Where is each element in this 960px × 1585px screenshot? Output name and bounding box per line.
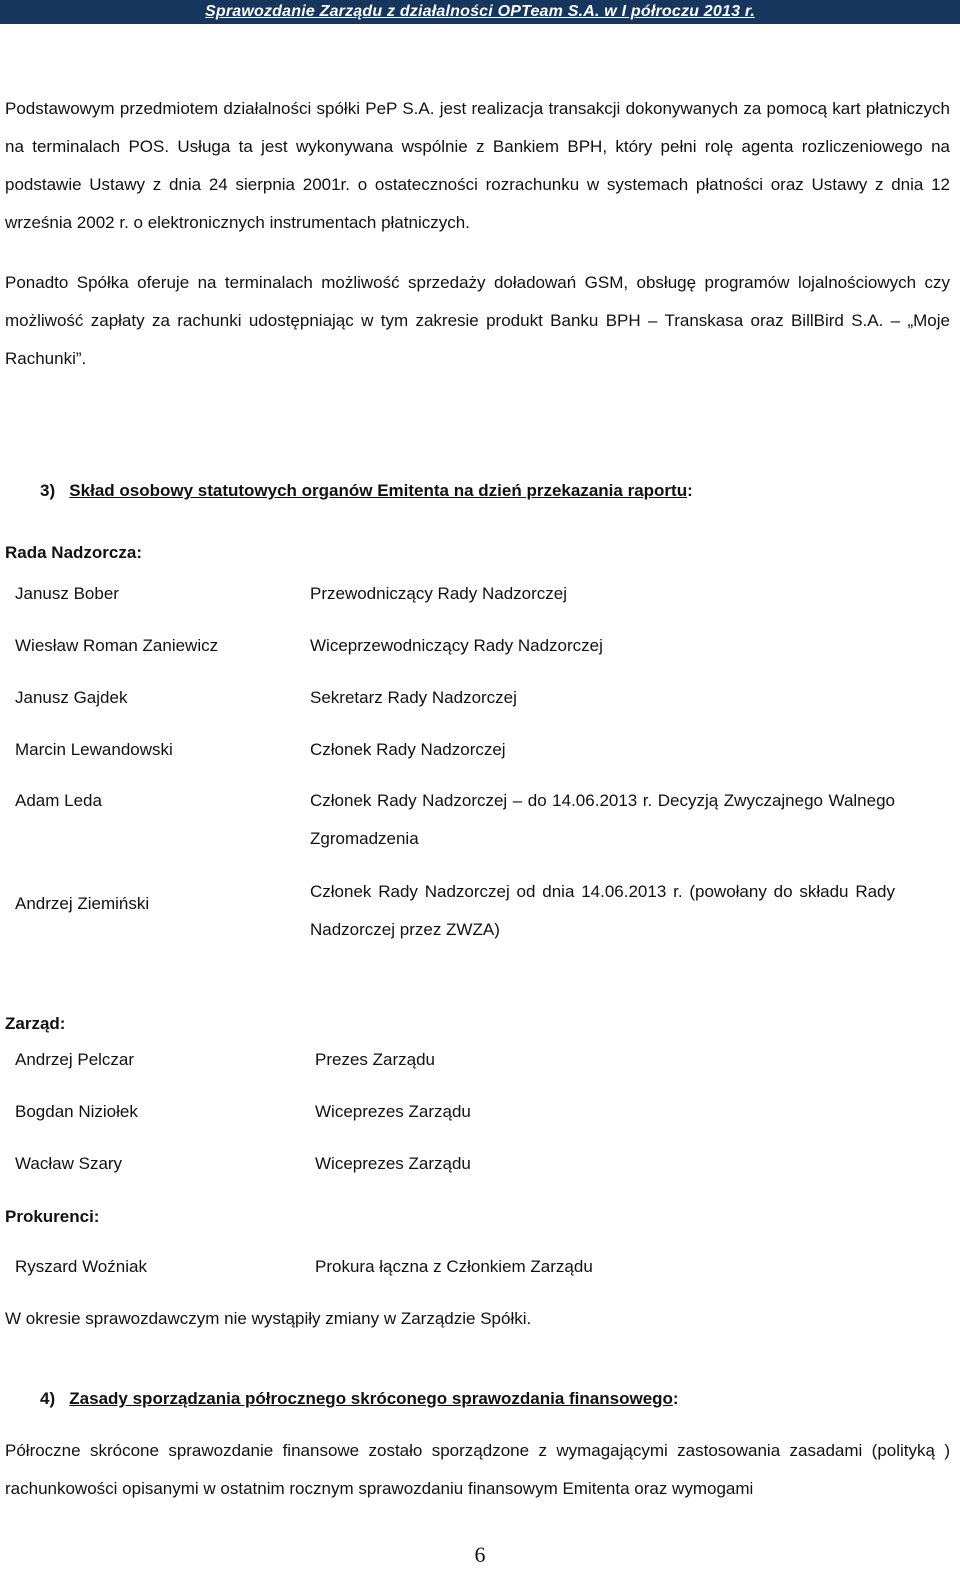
rada-member-role: Członek Rady Nadzorczej bbox=[310, 740, 506, 759]
zarzad-member-name: Wacław Szary bbox=[15, 1154, 123, 1173]
section-4-heading bbox=[40, 1387, 679, 1411]
rada-member-name: Marcin Lewandowski bbox=[15, 740, 173, 759]
section-3-number: 3) bbox=[40, 481, 56, 500]
rada-member-name: Wiesław Roman Zaniewicz bbox=[15, 636, 219, 655]
zarzad-heading: Zarząd: bbox=[5, 1014, 66, 1033]
prokurenci-heading: Prokurenci: bbox=[5, 1207, 100, 1226]
prokurent-role: Prokura łączna z Członkiem Zarządu bbox=[315, 1257, 593, 1276]
zarzad-member-role: Wiceprezes Zarządu bbox=[315, 1102, 471, 1121]
intro-paragraph-2: Ponadto Spółka oferuje na terminalach możliwość sprzedaży doładowań GSM, obsługę programów lojalnościowych czy możliwość zapłaty za rachunki udostępniając w tym zakresie produkt Banku BPH – Transkasa oraz BillBird S.A. – „Moje Rachunki”. bbox=[5, 273, 950, 368]
section-3-heading bbox=[40, 479, 693, 503]
rada-heading: Rada Nadzorcza: bbox=[5, 543, 142, 562]
rada-member-role: Przewodniczący Rady Nadzorczej bbox=[310, 584, 567, 603]
zarzad-member-role: Wiceprezes Zarządu bbox=[315, 1154, 471, 1173]
section-4-title: Zasady sporządzania półrocznego skróconego sprawozdania finansowego bbox=[69, 1389, 673, 1408]
prokurent-name: Ryszard Woźniak bbox=[15, 1257, 147, 1276]
zarzad-member-name: Andrzej Pelczar bbox=[15, 1050, 135, 1069]
intro-paragraph-1: Podstawowym przedmiotem działalności spółki PeP S.A. jest realizacja transakcji dokonywanych za pomocą kart płatniczych na terminalach POS. Usługa ta jest wykonywana wspólnie z Bankiem BPH, który pełni rolę agenta rozliczeniowego na podstawie Ustawy z dnia 24 sierpnia 2001r. o ostateczności rozrachunku w systemach płatności oraz Ustawy z dnia 12 września 2002 r. o elektronicznych instrumentach płatniczych. bbox=[5, 99, 950, 232]
rada-member-name: Janusz Bober bbox=[15, 584, 119, 603]
rada-member-name: Adam Leda bbox=[15, 791, 102, 810]
section-4-number: 4) bbox=[40, 1389, 56, 1408]
zarzad-member-name: Bogdan Niziołek bbox=[15, 1102, 138, 1121]
section-4-colon: : bbox=[672, 1389, 679, 1408]
rada-member-role: Sekretarz Rady Nadzorczej bbox=[310, 688, 517, 707]
section-3-colon: : bbox=[687, 481, 693, 500]
rada-member-name: Andrzej Ziemiński bbox=[15, 894, 150, 913]
rada-member-role: Członek Rady Nadzorczej – do 14.06.2013 r. Decyzją Zwyczajnego Walnego Zgromadzenia bbox=[310, 791, 895, 848]
zarzad-member-role: Prezes Zarządu bbox=[315, 1050, 435, 1069]
rada-member-name: Janusz Gajdek bbox=[15, 688, 128, 707]
no-changes-note: W okresie sprawozdawczym nie wystąpiły zmiany w Zarządzie Spółki. bbox=[5, 1309, 532, 1328]
rada-member-role: Wiceprzewodniczący Rady Nadzorczej bbox=[310, 636, 603, 655]
rada-member-role: Członek Rady Nadzorczej od dnia 14.06.2013 r. (powołany do składu Rady Nadzorczej przez ZWZA) bbox=[310, 882, 895, 939]
section-3-title: Skład osobowy statutowych organów Emitenta na dzień przekazania raportu bbox=[69, 481, 688, 500]
document-header: Sprawozdanie Zarządu z działalności OPTeam S.A. w I półroczu 2013 r. bbox=[0, 0, 960, 24]
section-4-paragraph: Półroczne skrócone sprawozdanie finansowe zostało sporządzone z wymagającymi zastosowania zasadami (polityką ) rachunkowości opisanymi w ostatnim rocznym sprawozdaniu finansowym Emitenta oraz wymogami bbox=[5, 1441, 950, 1498]
page-number: 6 bbox=[474, 1542, 486, 1567]
